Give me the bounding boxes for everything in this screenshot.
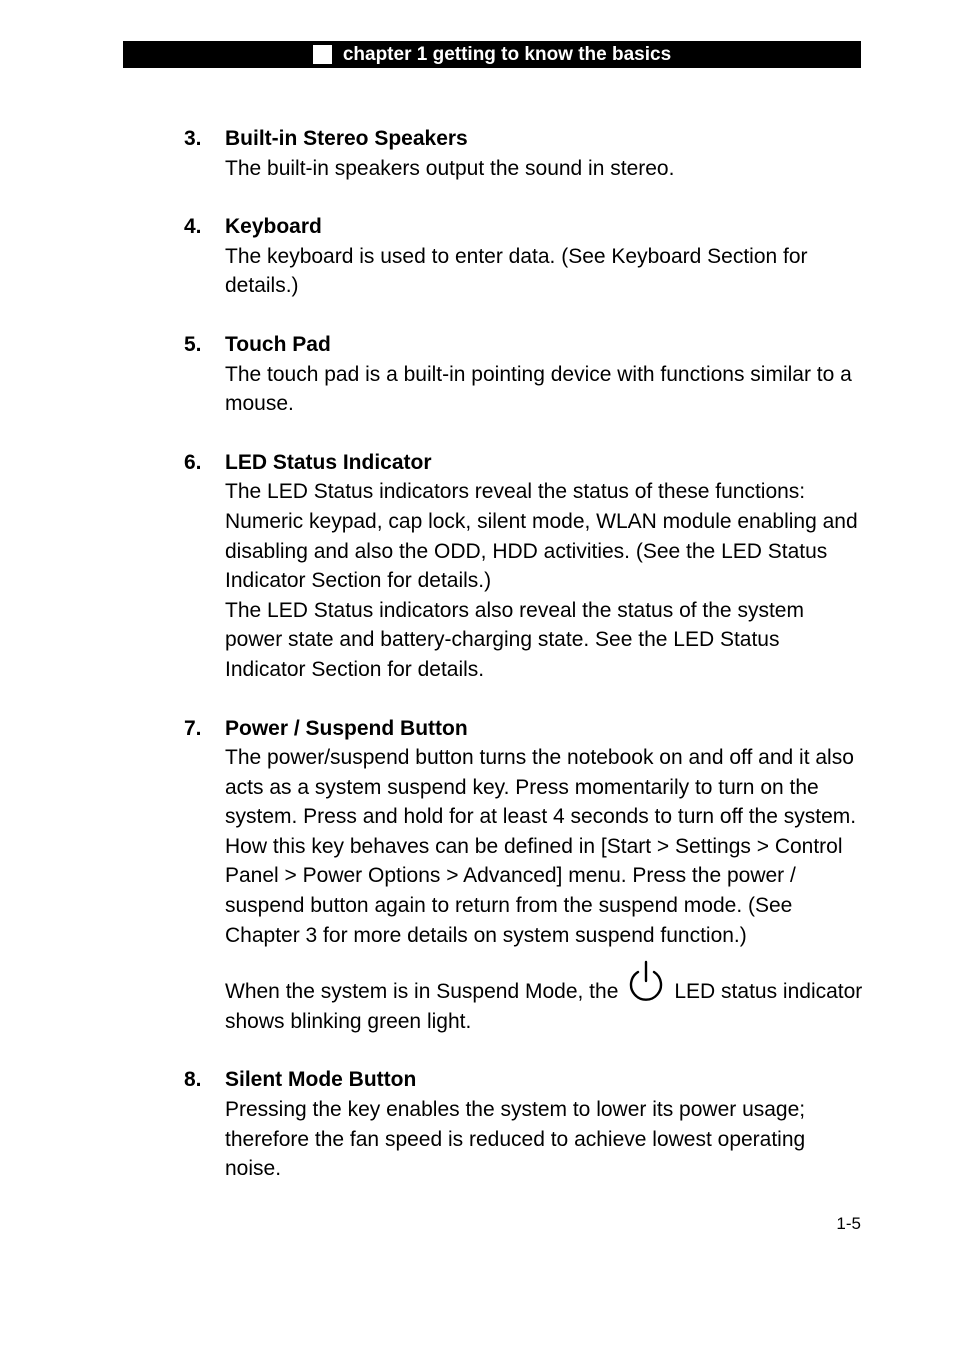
- item-led-status: [184, 448, 864, 685]
- manual-content: [184, 124, 864, 1213]
- item-description: Pressing the key enables the system to lower its power usage; therefore the fan speed is reduced to achieve lowest operating noise.: [225, 1098, 806, 1181]
- item-title: Touch Pad: [225, 332, 331, 356]
- item-silent-mode: [184, 1065, 864, 1183]
- item-keyboard: [184, 212, 864, 301]
- suspend-note: [225, 960, 864, 1036]
- item-number: 4.: [184, 215, 202, 239]
- suspend-note-before: When the system is in Suspend Mode, the: [225, 980, 619, 1004]
- power-icon: [624, 960, 668, 1004]
- item-title: Silent Mode Button: [225, 1068, 417, 1092]
- item-description: The power/suspend button turns the notebook on and off and it also acts as a system suspend key. Press momentarily to turn on the system. Press and hold for at least 4 seconds to turn off the system. How this key behaves can be defined in [Start > Settings > Control Panel > Power Options > Advanced] menu. Press the power / suspend button again to return from the suspend mode. (See Chapter 3 for more details on system suspend function.): [225, 746, 857, 947]
- item-speakers: [184, 124, 864, 183]
- item-title: Keyboard: [225, 215, 322, 239]
- header-square-icon: [313, 45, 332, 64]
- item-description-extra: The LED Status indicators also reveal the status of the system power state and battery-charging state. See the LED Status Indicator Section for details.: [225, 598, 804, 681]
- item-title: LED Status Indicator: [225, 450, 432, 474]
- item-title: Power / Suspend Button: [225, 716, 468, 740]
- item-number: 3.: [184, 127, 202, 150]
- chapter-header: [123, 41, 861, 68]
- item-touch-pad: [184, 330, 864, 419]
- item-description: The built-in speakers output the sound in stereo.: [225, 156, 675, 180]
- page-number: 1-5: [836, 1214, 861, 1233]
- item-description: The touch pad is a built-in pointing device with functions similar to a mouse.: [225, 362, 852, 416]
- item-title: Built-in Stereo Speakers: [225, 127, 468, 150]
- item-number: 8.: [184, 1068, 202, 1092]
- item-description: The LED Status indicators reveal the status of these functions: Numeric keypad, cap lock, silent mode, WLAN module enabling and disabling and also the ODD, HDD activities. (See the LED Status Indicator Section for details.): [225, 480, 858, 593]
- item-description: The keyboard is used to enter data. (See Keyboard Section for details.): [225, 244, 808, 298]
- item-number: 5.: [184, 332, 202, 356]
- item-power-button: [184, 714, 864, 1037]
- item-number: 6.: [184, 450, 202, 474]
- suspend-note-after: LED status indicator shows blinking green light.: [225, 980, 863, 1033]
- item-number: 7.: [184, 716, 202, 740]
- chapter-title: chapter 1 getting to know the basics: [342, 43, 672, 65]
